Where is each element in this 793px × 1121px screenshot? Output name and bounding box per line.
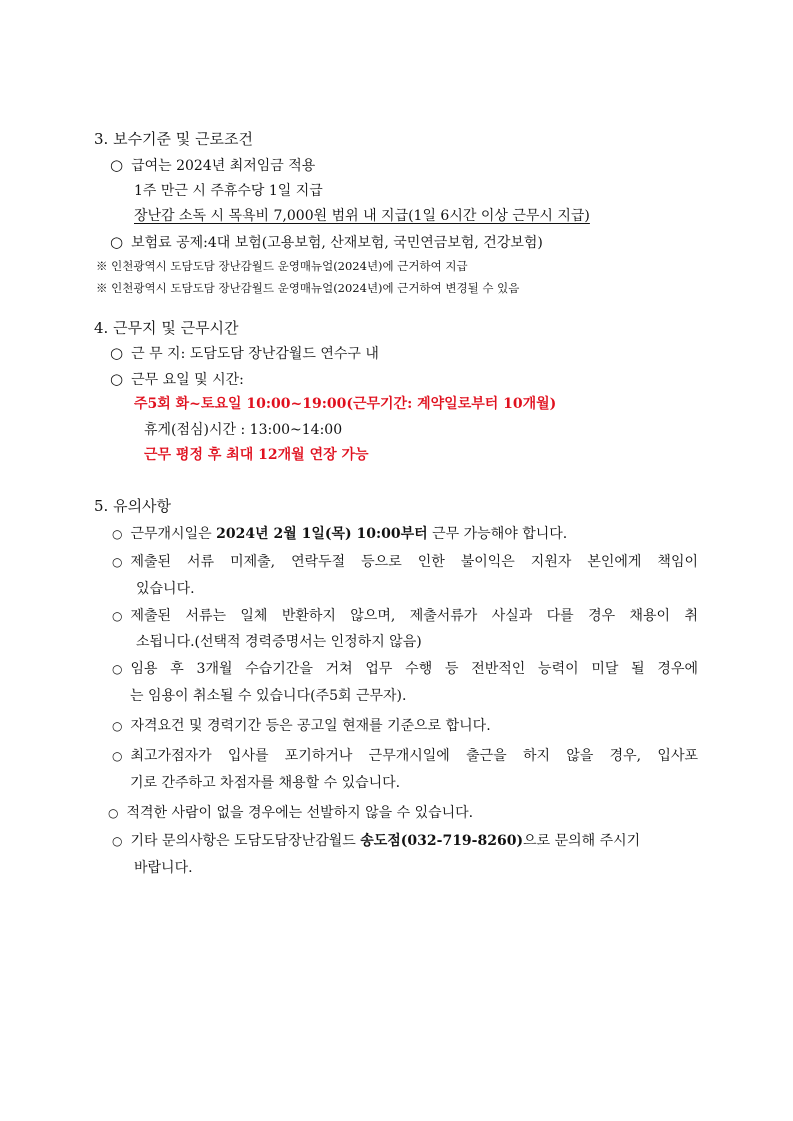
schedule-text: 주5회 화~토요일 10:00~19:00(근무기간: 계약일로부터 10개월) (134, 396, 557, 412)
bullet-circle-icon: ○ (112, 609, 123, 623)
item1-bold: 2024년 2월 1일(목) 10:00부터 (216, 526, 428, 542)
location-item (110, 343, 379, 364)
note1 (96, 256, 468, 276)
bullet-circle-icon: ○ (112, 662, 123, 676)
bullet-circle-icon: ○ (108, 806, 119, 820)
bullet-circle-icon: ○ (110, 344, 124, 362)
extension-text: 근무 평정 후 최대 12개월 연장 가능 (144, 447, 369, 463)
item1-prefix: 근무개시일은 (130, 526, 217, 542)
item8-suffix: 으로 문의해 주시기 (523, 833, 641, 849)
item4-line1: 임용 후 3개월 수습기간을 거쳐 업무 수행 등 전반적인 능력이 미달 될 경우에 (130, 661, 698, 677)
bullet-circle-icon: ○ (112, 719, 123, 733)
item2-line1: 제출된 서류 미제출, 연락두절 등으로 인한 불이익은 지원자 본인에게 책임이 (130, 554, 698, 570)
bullet-circle-icon: ○ (112, 749, 123, 763)
notice-item-4-line1 (112, 659, 698, 679)
item4-line2: 는 임용이 취소될 수 있습니다(주5회 근무자). (130, 688, 407, 704)
note-mark-icon: ※ (96, 281, 108, 295)
break-text: 휴게(점심)시간 : 13:00~14:00 (144, 422, 343, 438)
notice-item-1 (112, 524, 567, 544)
item8-bold: 송도점(032-719-8260) (360, 833, 524, 849)
item8-line2: 바랍니다. (134, 860, 193, 876)
note1-text: 인천광역시 도담도담 장난감월드 운영매뉴얼(2024년)에 근거하여 지급 (111, 259, 468, 273)
item2-line2: 있습니다. (136, 581, 195, 597)
item3-line2: 소됩니다.(선택적 경력증명서는 인정하지 않음) (136, 634, 422, 650)
bullet-circle-icon: ○ (110, 156, 124, 174)
section5-title: 5. 유의사항 (94, 497, 172, 515)
item1-suffix: 근무 가능해야 합니다. (427, 526, 568, 542)
item3-line1: 제출된 서류는 일체 반환하지 않으며, 제출서류가 사실과 다를 경우 채용이 취 (130, 608, 698, 624)
salary-text: 급여는 2024년 최저임금 적용 (131, 158, 316, 174)
item6-line1: 최고가점자가 입사를 포기하거나 근무개시일에 출근을 하지 않을 경우, 입사포 (130, 748, 698, 764)
bullet-circle-icon: ○ (112, 834, 123, 848)
hours-label: 근무 요일 및 시간: (131, 372, 244, 388)
item5-text: 자격요건 및 경력기간 등은 공고일 현재를 기준으로 합니다. (130, 718, 491, 734)
salary-item (110, 155, 315, 176)
section4-title: 4. 근무지 및 근무시간 (94, 319, 239, 337)
note2-text: 인천광역시 도담도담 장난감월드 운영매뉴얼(2024년)에 근거하여 변경될 수 있음 (111, 281, 520, 295)
item6-line2: 기로 간주하고 차점자를 채용할 수 있습니다. (130, 775, 401, 791)
bullet-circle-icon: ○ (110, 233, 124, 251)
notice-item-2-line1 (112, 552, 698, 572)
item8-prefix: 기타 문의사항은 도담도담장난감월드 (130, 833, 361, 849)
notice-item-8-line1 (112, 831, 640, 851)
bullet-circle-icon: ○ (112, 527, 123, 541)
insurance-item (110, 232, 543, 253)
note2 (96, 278, 519, 298)
notice-item-7 (108, 803, 473, 823)
notice-item-6-line1 (112, 746, 698, 766)
notice-item-3-line1 (112, 606, 698, 626)
bullet-circle-icon: ○ (110, 370, 124, 388)
weekly-allowance-text: 1주 만근 시 주휴수당 1일 지급 (134, 183, 323, 199)
bullet-circle-icon: ○ (112, 555, 123, 569)
notice-item-5 (112, 716, 491, 736)
insurance-text: 보험료 공제:4대 보험(고용보험, 산재보험, 국민연금보험, 건강보험) (131, 235, 543, 251)
location-text: 근 무 지: 도담도담 장난감월드 연수구 내 (131, 346, 379, 362)
bath-fee-text: 장난감 소독 시 목욕비 7,000원 범위 내 지급(1일 6시간 이상 근무시 지급) (134, 208, 590, 224)
section3-title: 3. 보수기준 및 근로조건 (94, 130, 254, 148)
note-mark-icon: ※ (96, 259, 108, 273)
item7-text: 적격한 사람이 없을 경우에는 선발하지 않을 수 있습니다. (126, 805, 474, 821)
hours-item (110, 369, 244, 390)
